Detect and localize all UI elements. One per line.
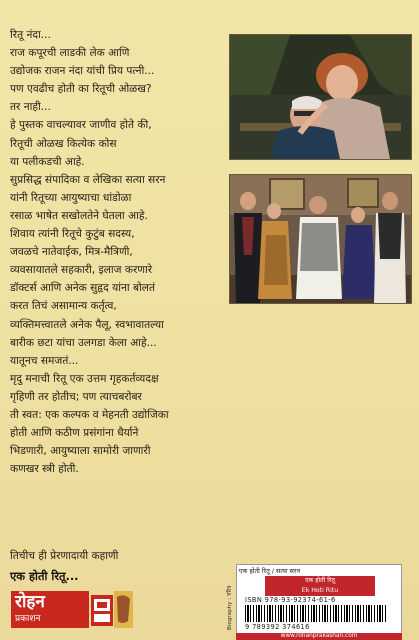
closing-text (10, 547, 225, 584)
blurb-line: रितू नंदा... (10, 29, 51, 41)
closing-line: तिचीच ही प्रेरणादायी कहाणी (10, 550, 119, 562)
isbn-digits: 9 789392 374616 (245, 623, 310, 631)
blurb-line: डॉक्टर्स आणि अनेक सुहृद यांना बोलतं (10, 282, 155, 295)
publisher-logo (11, 591, 89, 628)
blurb-line: मृदु मनाची रितू एक उत्तम गृहकर्तव्यदक्ष (10, 372, 159, 385)
isbn-block (236, 564, 402, 634)
isbn-header: एक होती रितू / सत्या सरन (239, 567, 301, 575)
blurb-text (10, 26, 225, 478)
blurb-line: रितूची ओळख कित्येक कोस (10, 137, 117, 150)
isbn-number: ISBN 978-93-92374-61-6 (245, 596, 336, 604)
family-photo-image (230, 175, 411, 303)
blurb-line: गृहिणी तर होतीच; पण त्याचबरोबर (10, 390, 142, 403)
blurb-line: या पलीकडची आहे. (10, 155, 85, 168)
blurb-line: भिडणारी, आयुष्याला सामोरी जाणारी (10, 445, 151, 458)
isbn-title-english: Ek Hoti Ritu (301, 587, 339, 594)
publisher-sub: प्रकाशन (15, 614, 41, 624)
family-photo (229, 174, 412, 304)
couple-photo-image (230, 35, 411, 159)
couple-photo (229, 34, 412, 160)
publisher-url: www.rohanprakashan.com (236, 633, 402, 640)
blurb-line: यातूनच समजतं... (10, 354, 79, 367)
blurb-line: रसाळ भाषेत सखोलतेने घेतला आहे. (10, 209, 148, 222)
blurb-line: शिवाय त्यांनी रितूचे कुटुंब सदस्य, (10, 228, 135, 241)
isbn-title-band (265, 576, 375, 596)
blurb-line: तर नाही... (10, 101, 51, 114)
isbn-side-label: Biography : चरित्र (227, 585, 233, 630)
isbn-title-marathi: एक होती रितू (305, 577, 335, 584)
book-title: एक होती रितू... (10, 569, 79, 583)
blurb-line: व्यक्तिमत्त्वातले अनेक पैलू, स्वभावातल्या (10, 318, 164, 331)
blurb-line: होती आणि कठीण प्रसंगांना धैर्याने (10, 427, 139, 440)
blurb-line: पण एवढीच होती का रितूची ओळख? (10, 83, 152, 96)
blurb-line: राज कपूरची लाडकी लेक आणि (10, 47, 130, 60)
publisher-mark-icon (91, 595, 113, 626)
blurb-line: बारीक छटा यांचा उलगडा केला आहे... (10, 336, 157, 349)
blurb-line: कणखर स्त्री होती. (10, 463, 79, 476)
blurb-line: व्यवसायातले सहकारी, इलाज करणारे (10, 264, 153, 277)
imprint-logo-icon (114, 591, 133, 628)
blurb-line: ती स्वत: एक कल्पक व मेहनती उद्योजिका (10, 408, 169, 421)
blurb-line: हे पुस्तक वाचल्यावर जाणीव होते की, (10, 119, 152, 132)
blurb-line: करत तिचं असामान्य कर्तृत्व, (10, 300, 117, 313)
barcode-icon (245, 605, 387, 622)
blurb-line: जवळचे नातेवाईक, मित्र-मैत्रिणी, (10, 246, 133, 259)
blurb-line: उद्योजक राजन नंदा यांची प्रिय पत्नी... (10, 65, 155, 78)
publisher-name: रोहन (15, 592, 45, 612)
blurb-line: सुप्रसिद्ध संपादिका व लेखिका सत्या सरन (10, 173, 166, 186)
blurb-line: यांनी रितूच्या आयुष्याचा धांडोळा (10, 191, 132, 204)
